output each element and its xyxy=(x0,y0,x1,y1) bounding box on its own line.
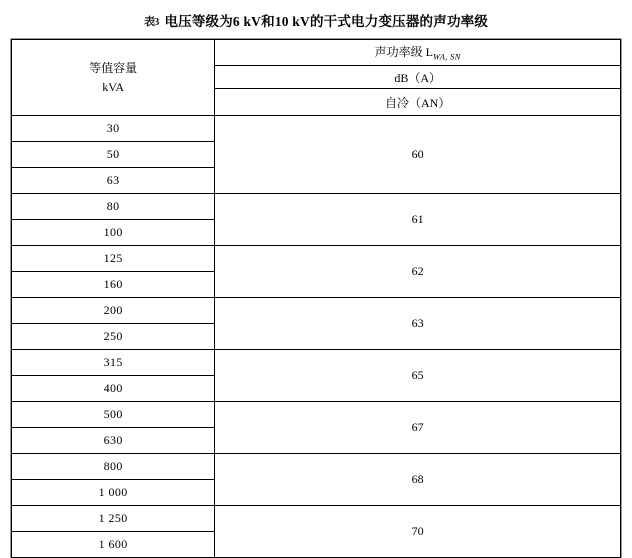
table-row xyxy=(12,298,621,324)
cell-capacity: 63 xyxy=(12,168,215,194)
header-power-level-main: 声功率级 L xyxy=(374,45,433,60)
table-row xyxy=(12,454,621,480)
cell-capacity: 1 000 xyxy=(12,480,215,506)
table-row xyxy=(12,402,621,428)
cell-capacity: 50 xyxy=(12,142,215,168)
cell-capacity: 125 xyxy=(12,246,215,272)
cell-capacity: 800 xyxy=(12,454,215,480)
table-title-text: 电压等级为6 kV和10 kV的干式电力变压器的声功率级 xyxy=(164,14,489,29)
cell-capacity: 1 600 xyxy=(12,532,215,558)
table-row xyxy=(12,350,621,376)
cell-capacity: 315 xyxy=(12,350,215,376)
header-cell-cooling-mode: 自冷（AN） xyxy=(215,89,621,116)
cell-sound-level: 60 xyxy=(215,116,621,194)
header-capacity-line2: kVA xyxy=(102,79,125,94)
cell-capacity: 100 xyxy=(12,220,215,246)
header-power-level-subscript: WA, SN xyxy=(433,51,461,62)
document-page xyxy=(0,10,632,551)
cell-capacity: 250 xyxy=(12,324,215,350)
cell-sound-level: 61 xyxy=(215,194,621,246)
table-row xyxy=(12,246,621,272)
cell-capacity: 630 xyxy=(12,428,215,454)
table-caption xyxy=(0,10,632,30)
table-header-row xyxy=(12,40,621,66)
header-cell-capacity xyxy=(12,40,215,116)
cell-capacity: 160 xyxy=(12,272,215,298)
cell-capacity: 200 xyxy=(12,298,215,324)
table-row xyxy=(12,506,621,532)
header-cell-unit: dB（A） xyxy=(215,66,621,89)
header-capacity-line1: 等值容量 xyxy=(89,60,138,75)
table-row xyxy=(12,194,621,220)
header-cell-power-level xyxy=(215,40,621,66)
cell-capacity: 1 250 xyxy=(12,506,215,532)
cell-capacity: 500 xyxy=(12,402,215,428)
cell-sound-level: 68 xyxy=(215,454,621,506)
cell-sound-level: 63 xyxy=(215,298,621,350)
cell-capacity: 30 xyxy=(12,116,215,142)
table-row xyxy=(12,116,621,142)
cell-sound-level: 67 xyxy=(215,402,621,454)
cell-sound-level: 65 xyxy=(215,350,621,402)
sound-power-level-table xyxy=(11,39,621,558)
cell-sound-level: 70 xyxy=(215,506,621,558)
cell-capacity: 80 xyxy=(12,194,215,220)
cell-capacity: 400 xyxy=(12,376,215,402)
cell-sound-level: 62 xyxy=(215,246,621,298)
table-number-label: 表3 xyxy=(143,16,159,28)
